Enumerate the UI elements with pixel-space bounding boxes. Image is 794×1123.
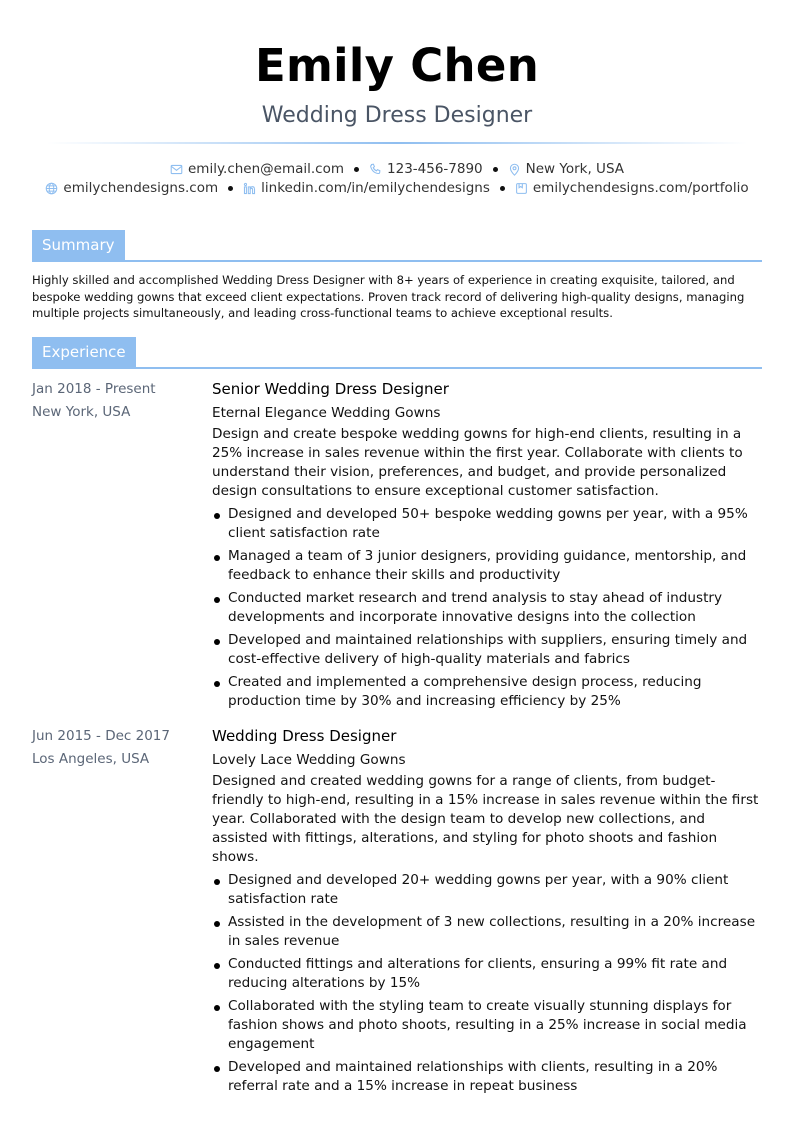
- list-item: Designed and developed 20+ wedding gowns per year, with a 90% client satisfaction rate: [212, 871, 762, 909]
- separator-dot: [228, 186, 233, 191]
- list-item: Collaborated with the styling team to create visually stunning displays for fashion shows and photo shoots, resulting in a 25% increase in social media engagement: [212, 997, 762, 1054]
- separator-dot: [493, 167, 498, 172]
- job-description: Design and create bespoke wedding gowns for high-end clients, resulting in a 25% increase in sales revenue within the first year. Collaborate with clients to understand their vision, preferences, and budget, and provide personalized design consultations to ensure exceptional customer satisfaction.: [212, 425, 743, 499]
- phone-icon: [369, 163, 382, 176]
- candidate-name: Emily Chen: [254, 39, 540, 92]
- phone-text: 123-456-7890: [387, 161, 483, 177]
- job-location: Los Angeles, USA: [32, 750, 150, 767]
- job-body: [212, 725, 762, 1100]
- portfolio-text: emilychendesigns.com/portfolio: [532, 180, 749, 196]
- job-body: [212, 378, 762, 715]
- experience-section-header: [32, 337, 762, 369]
- contact-website[interactable]: [45, 179, 218, 198]
- contact-portfolio[interactable]: [515, 179, 749, 198]
- job-company: Eternal Elegance Wedding Gowns: [212, 404, 441, 421]
- list-item: Designed and developed 50+ bespoke wedding gowns per year, with a 95% client satisfaction rate: [212, 505, 762, 543]
- globe-icon: [45, 182, 58, 195]
- header-divider: [47, 142, 747, 144]
- list-item: Developed and maintained relationships with suppliers, ensuring timely and cost-effective delivery of high-quality materials and fabrics: [212, 631, 762, 669]
- job-meta: [32, 378, 212, 715]
- list-item: Developed and maintained relationships with clients, resulting in a 20% referral rate and a 15% increase in repeat business: [212, 1058, 762, 1096]
- linkedin-text: linkedin.com/in/emilychendesigns: [261, 180, 490, 196]
- list-item: Conducted fittings and alterations for clients, ensuring a 99% fit rate and reducing alterations by 15%: [212, 955, 762, 993]
- summary-text: Highly skilled and accomplished Wedding Dress Designer with 8+ years of experience in creating exquisite, tailored, and bespoke wedding gowns that exceed client expectations. Proven track record of delivering high-quality designs, managing multiple projects simultaneously, and leading cross-functional teams to achieve exceptional results.: [32, 273, 745, 320]
- job-entry: [32, 378, 762, 715]
- website-text: emilychendesigns.com: [63, 180, 219, 196]
- summary-section-header: [32, 230, 762, 262]
- list-item: Created and implemented a comprehensive design process, reducing production time by 30% and increasing efficiency by 25%: [212, 673, 762, 711]
- contact-linkedin[interactable]: [243, 179, 490, 198]
- job-location: New York, USA: [32, 403, 131, 420]
- job-bullets: [212, 505, 762, 711]
- list-item: Managed a team of 3 junior designers, providing guidance, mentorship, and feedback to enhance their skills and productivity: [212, 547, 762, 585]
- job-dates: Jun 2015 - Dec 2017: [32, 727, 170, 744]
- job-company: Lovely Lace Wedding Gowns: [212, 751, 406, 768]
- email-text: emily.chen@email.com: [188, 161, 345, 177]
- list-item: Assisted in the development of 3 new collections, resulting in a 20% increase in sales revenue: [212, 913, 762, 951]
- job-title: Wedding Dress Designer: [261, 103, 533, 128]
- job-dates: Jan 2018 - Present: [32, 380, 156, 397]
- mail-icon: [170, 163, 183, 176]
- separator-dot: [500, 186, 505, 191]
- job-entry: [32, 725, 762, 1100]
- contact-location: [508, 160, 624, 179]
- experience-heading: Experience: [32, 337, 136, 367]
- location-text: New York, USA: [525, 161, 624, 177]
- separator-dot: [354, 167, 359, 172]
- linkedin-icon: [243, 182, 256, 195]
- contact-row-secondary: [32, 179, 762, 198]
- job-role: Wedding Dress Designer: [212, 726, 397, 745]
- summary-heading: Summary: [32, 230, 125, 260]
- map-pin-icon: [508, 163, 521, 176]
- portfolio-icon: [515, 182, 528, 195]
- contact-row-primary: [32, 160, 762, 179]
- job-description: Designed and created wedding gowns for a range of clients, from budget-friendly to high-end, resulting in a 15% increase in sales revenue within the first year. Collaborated with the design team to develop new collections, and assisted with fittings, alterations, and styling for photo shoots and fashion shows.: [212, 772, 759, 865]
- contact-phone[interactable]: [369, 160, 483, 179]
- job-role: Senior Wedding Dress Designer: [212, 379, 449, 398]
- job-meta: [32, 725, 212, 1100]
- list-item: Conducted market research and trend analysis to stay ahead of industry developments and incorporate innovative designs into the collection: [212, 589, 762, 627]
- job-bullets: [212, 871, 762, 1096]
- contact-email[interactable]: [170, 160, 344, 179]
